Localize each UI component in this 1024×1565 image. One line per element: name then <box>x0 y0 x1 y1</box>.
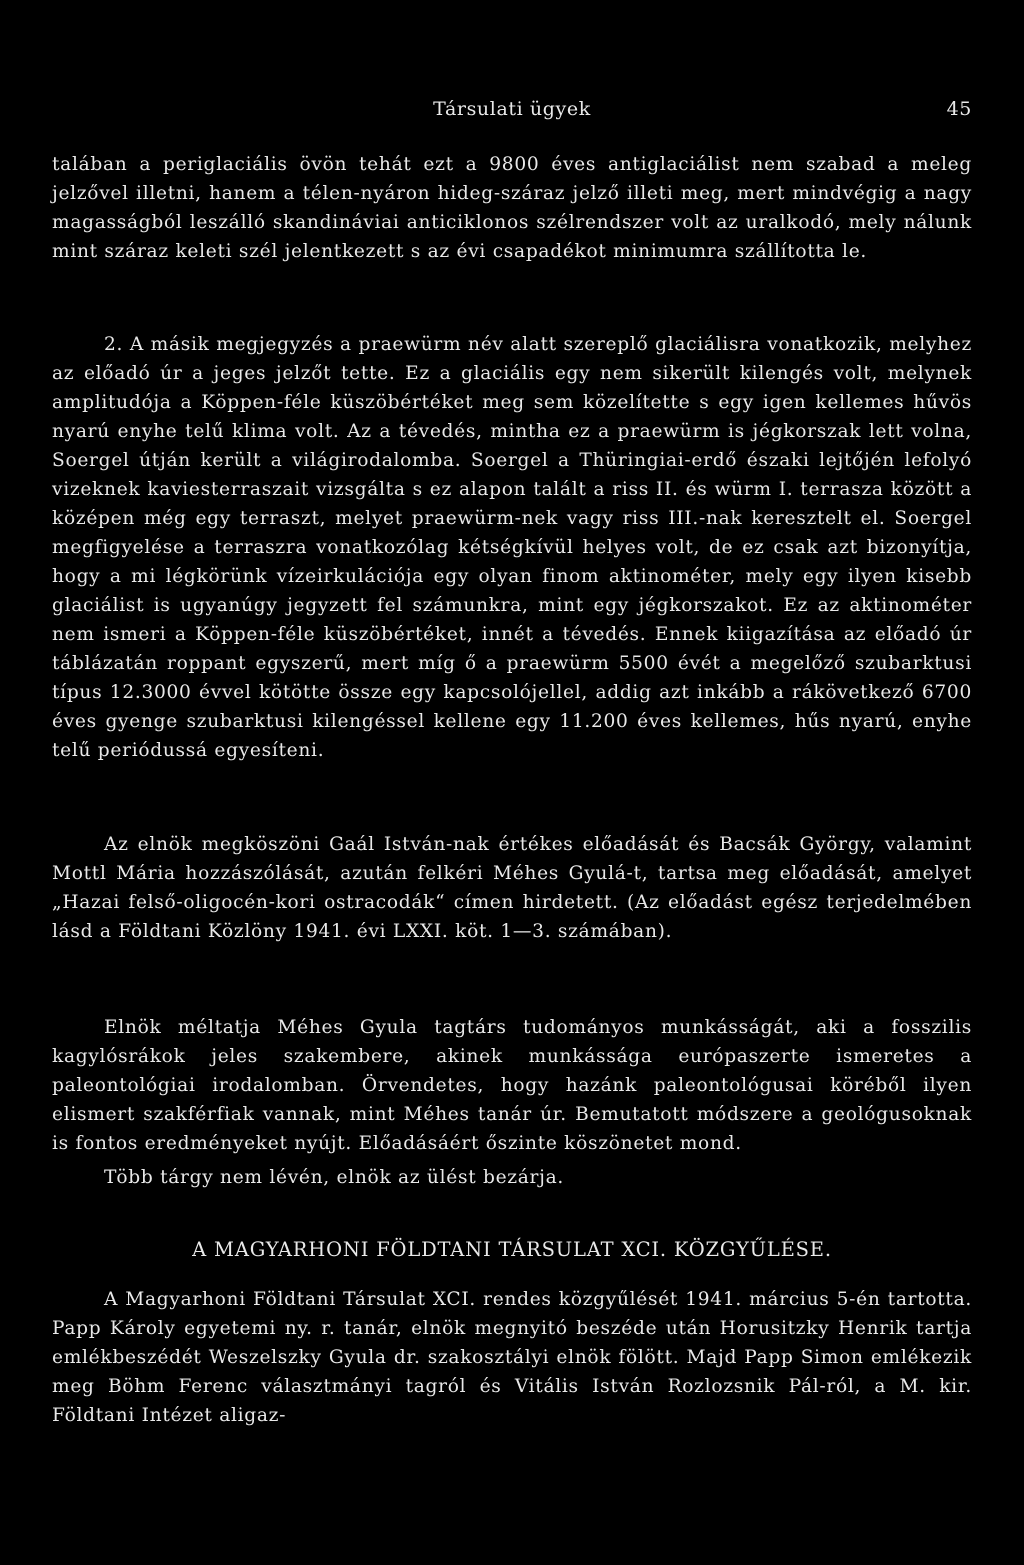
paragraph-2: 2. A másik megjegyzés a praewürm név alatt szereplő glaciálisra vonatkozik, melyhez az előadó úr a jeges jelzőt tette. Ez a glaciális egy nem sikerült kilengés volt, melynek amplitudója a Köppen-féle küszöbértéket meg sem közelítette s egy igen kellemes hűvös nyarú enyhe telű klima volt. Az a tévedés, mintha ez a praewürm is jégkorszak lett volna, Soergel útján került a világirodalomba. Soergel a Thüringiai-erdő északi lejtőjén lefolyó vizeknek kaviesterraszait vizsgálta s ez alapon talált a riss II. és würm I. terrasza között a középen még egy terraszt, melyet praewürm-nek vagy riss III.-nak keresztelt el. Soergel megfigyelése a terraszra vonatkozólag kétségkívül helyes volt, de ez csak azt bizonyítja, hogy a mi légkörünk vízeirkulációja egy olyan finom aktinométer, mely egy ilyen kisebb glaciálist is ugyanúgy jegyzett fel számunkra, mint egy jégkorszakot. Ez az aktinométer nem ismeri a Köppen-féle küszöbértéket, innét a tévedés. Ennek kiigazítása az előadó úr táblázatán roppant egyszerű, mert míg ő a praewürm 5500 évét a megelőző szubarktusi típus 12.3000 évvel kötötte össze egy kapcsolójellel, addig azt inkább a rákövetkező 6700 éves gyenge szubarktusi kilengéssel kellene egy 11.200 éves kellemes, hűs nyarú, enyhe telű periódussá egyesíteni. <box>52 334 972 761</box>
section-title: A MAGYARHONI FÖLDTANI TÁRSULAT XCI. KÖZGYŰLÉSE. <box>192 1238 832 1261</box>
paragraph-3: Az elnök megköszöni Gaál István-nak értékes előadását és Bacsák György, valamint Mottl Mária hozzászólását, azután felkéri Méhes Gyulá-t, tartsa meg előadását, amelyet „Hazai felső-oligocén-kori ostracodák“ címen hirdetett. (Az előadást egész terjedelmében lásd a Földtani Közlöny 1941. évi LXXI. köt. 1—3. számában). <box>52 834 972 942</box>
paragraph-4: Elnök méltatja Méhes Gyula tagtárs tudományos munkásságát, aki a fosszilis kagylósrákok jeles szakembere, akinek munkássága európaszerte ismeretes a paleontológiai irodalomban. Örvendetes, hogy hazánk paleontológusai köréből ilyen elismert szakférfiak vannak, mint Méhes tanár úr. Bemutatott módszere a geológusoknak is fontos eredményeket nyújt. Előadásáért őszinte köszönetet mond. <box>52 1017 972 1154</box>
running-header <box>52 98 972 134</box>
paragraph-6: A Magyarhoni Földtani Társulat XCI. rendes közgyűlését 1941. március 5-én tartotta. Papp Károly egyetemi ny. r. tanár, elnök megnyitó beszéde után Horusitzky Henrik tartja emlékbeszédét Weszelszky Gyula dr. szakosztályi elnök fölött. Majd Papp Simon emlékezik meg Böhm Ferenc választmányi tagról és Vitális István Rozlozsnik Pál-ról, a M. kir. Földtani Intézet aligaz- <box>52 1289 972 1426</box>
page-number: 45 <box>946 98 972 120</box>
paragraph-5: Több tárgy nem lévén, elnök az ülést bezárja. <box>104 1167 565 1188</box>
paragraph-1: talában a periglaciális övön tehát ezt a 9800 éves antiglaciálist nem szabad a meleg jelzővel illetni, hanem a télen-nyáron hideg-száraz jelző illeti meg, mert mindvégig a nagy magasságból leszálló skandináviai anticiklonos szélrendszer volt az uralkodó, mely nálunk mint száraz keleti szél jelentkezett s az évi csapadékot minimumra szállította le. <box>52 154 972 262</box>
header-title: Társulati ügyek <box>433 98 591 120</box>
